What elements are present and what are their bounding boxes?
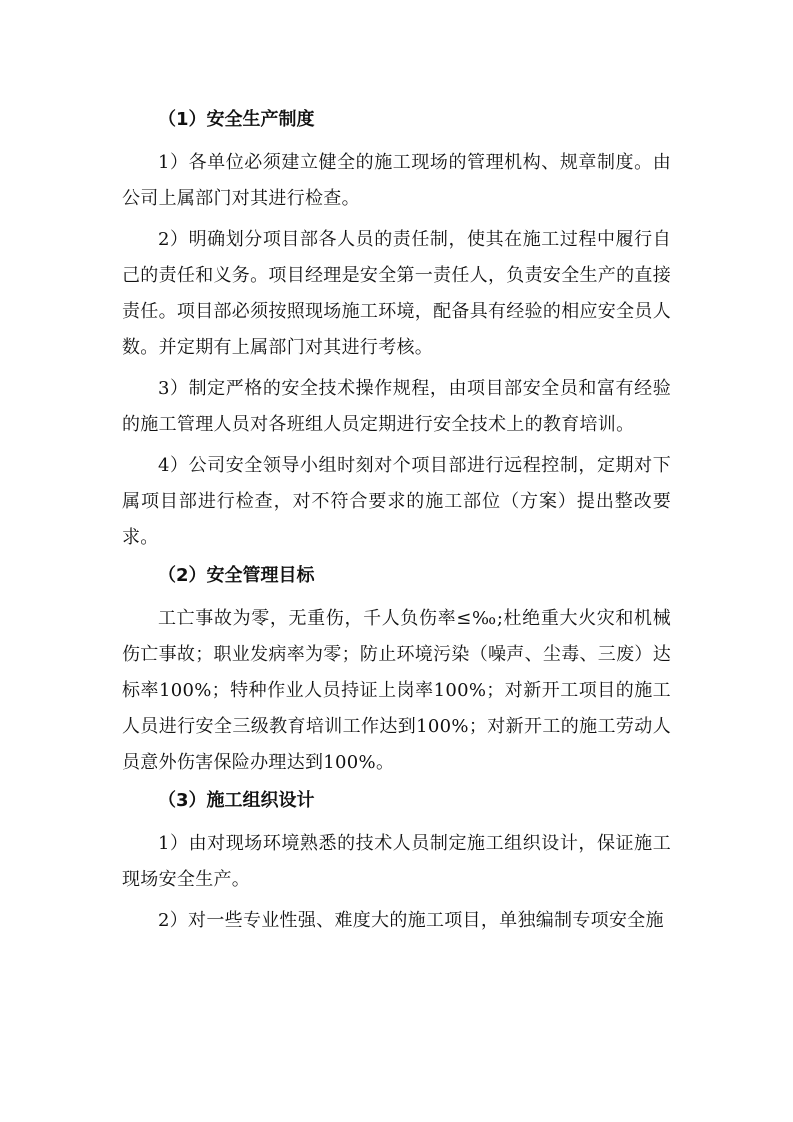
paragraph: 工亡事故为零，无重伤，千人负伤率≤‰;杜绝重大火灾和机械伤亡事故；职业发病率为零；防止环境污染（噪声、尘毒、三废）达标率100%；特种作业人员持证上岗率100%；对新开工项目的施工人员进行安全三级教育培训工作达到100%；对新开工的施工劳动人员意外伤害保险办理达到100%。	[122, 608, 671, 773]
paragraph: 3）制定严格的安全技术操作规程，由项目部安全员和富有经验的施工管理人员对各班组人员定期进行安全技术上的教育培训。	[122, 378, 671, 435]
paragraph: 1）各单位必须建立健全的施工现场的管理机构、规章制度。由公司上属部门对其进行检查。	[122, 152, 671, 209]
section-heading-construction-design: （3）施工组织设计	[158, 790, 315, 811]
section-heading-safety-goals: （2）安全管理目标	[158, 565, 315, 586]
paragraph: 1）由对现场环境熟悉的技术人员制定施工组织设计，保证施工现场安全生产。	[122, 833, 671, 890]
paragraph: 4）公司安全领导小组时刻对个项目部进行远程控制，定期对下属项目部进行检查，对不符合要求的施工部位（方案）提出整改要求。	[122, 455, 671, 548]
paragraph: 2）对一些专业性强、难度大的施工项目，单独编制专项安全施	[158, 910, 664, 931]
paragraph: 2）明确划分项目部各人员的责任制，使其在施工过程中履行自己的责任和义务。项目经理是安全第一责任人，负责安全生产的直接责任。项目部必须按照现场施工环境，配备具有经验的相应安全员人数。并定期有上属部门对其进行考核。	[122, 229, 671, 358]
section-heading-safety-system: （1）安全生产制度	[158, 109, 315, 130]
